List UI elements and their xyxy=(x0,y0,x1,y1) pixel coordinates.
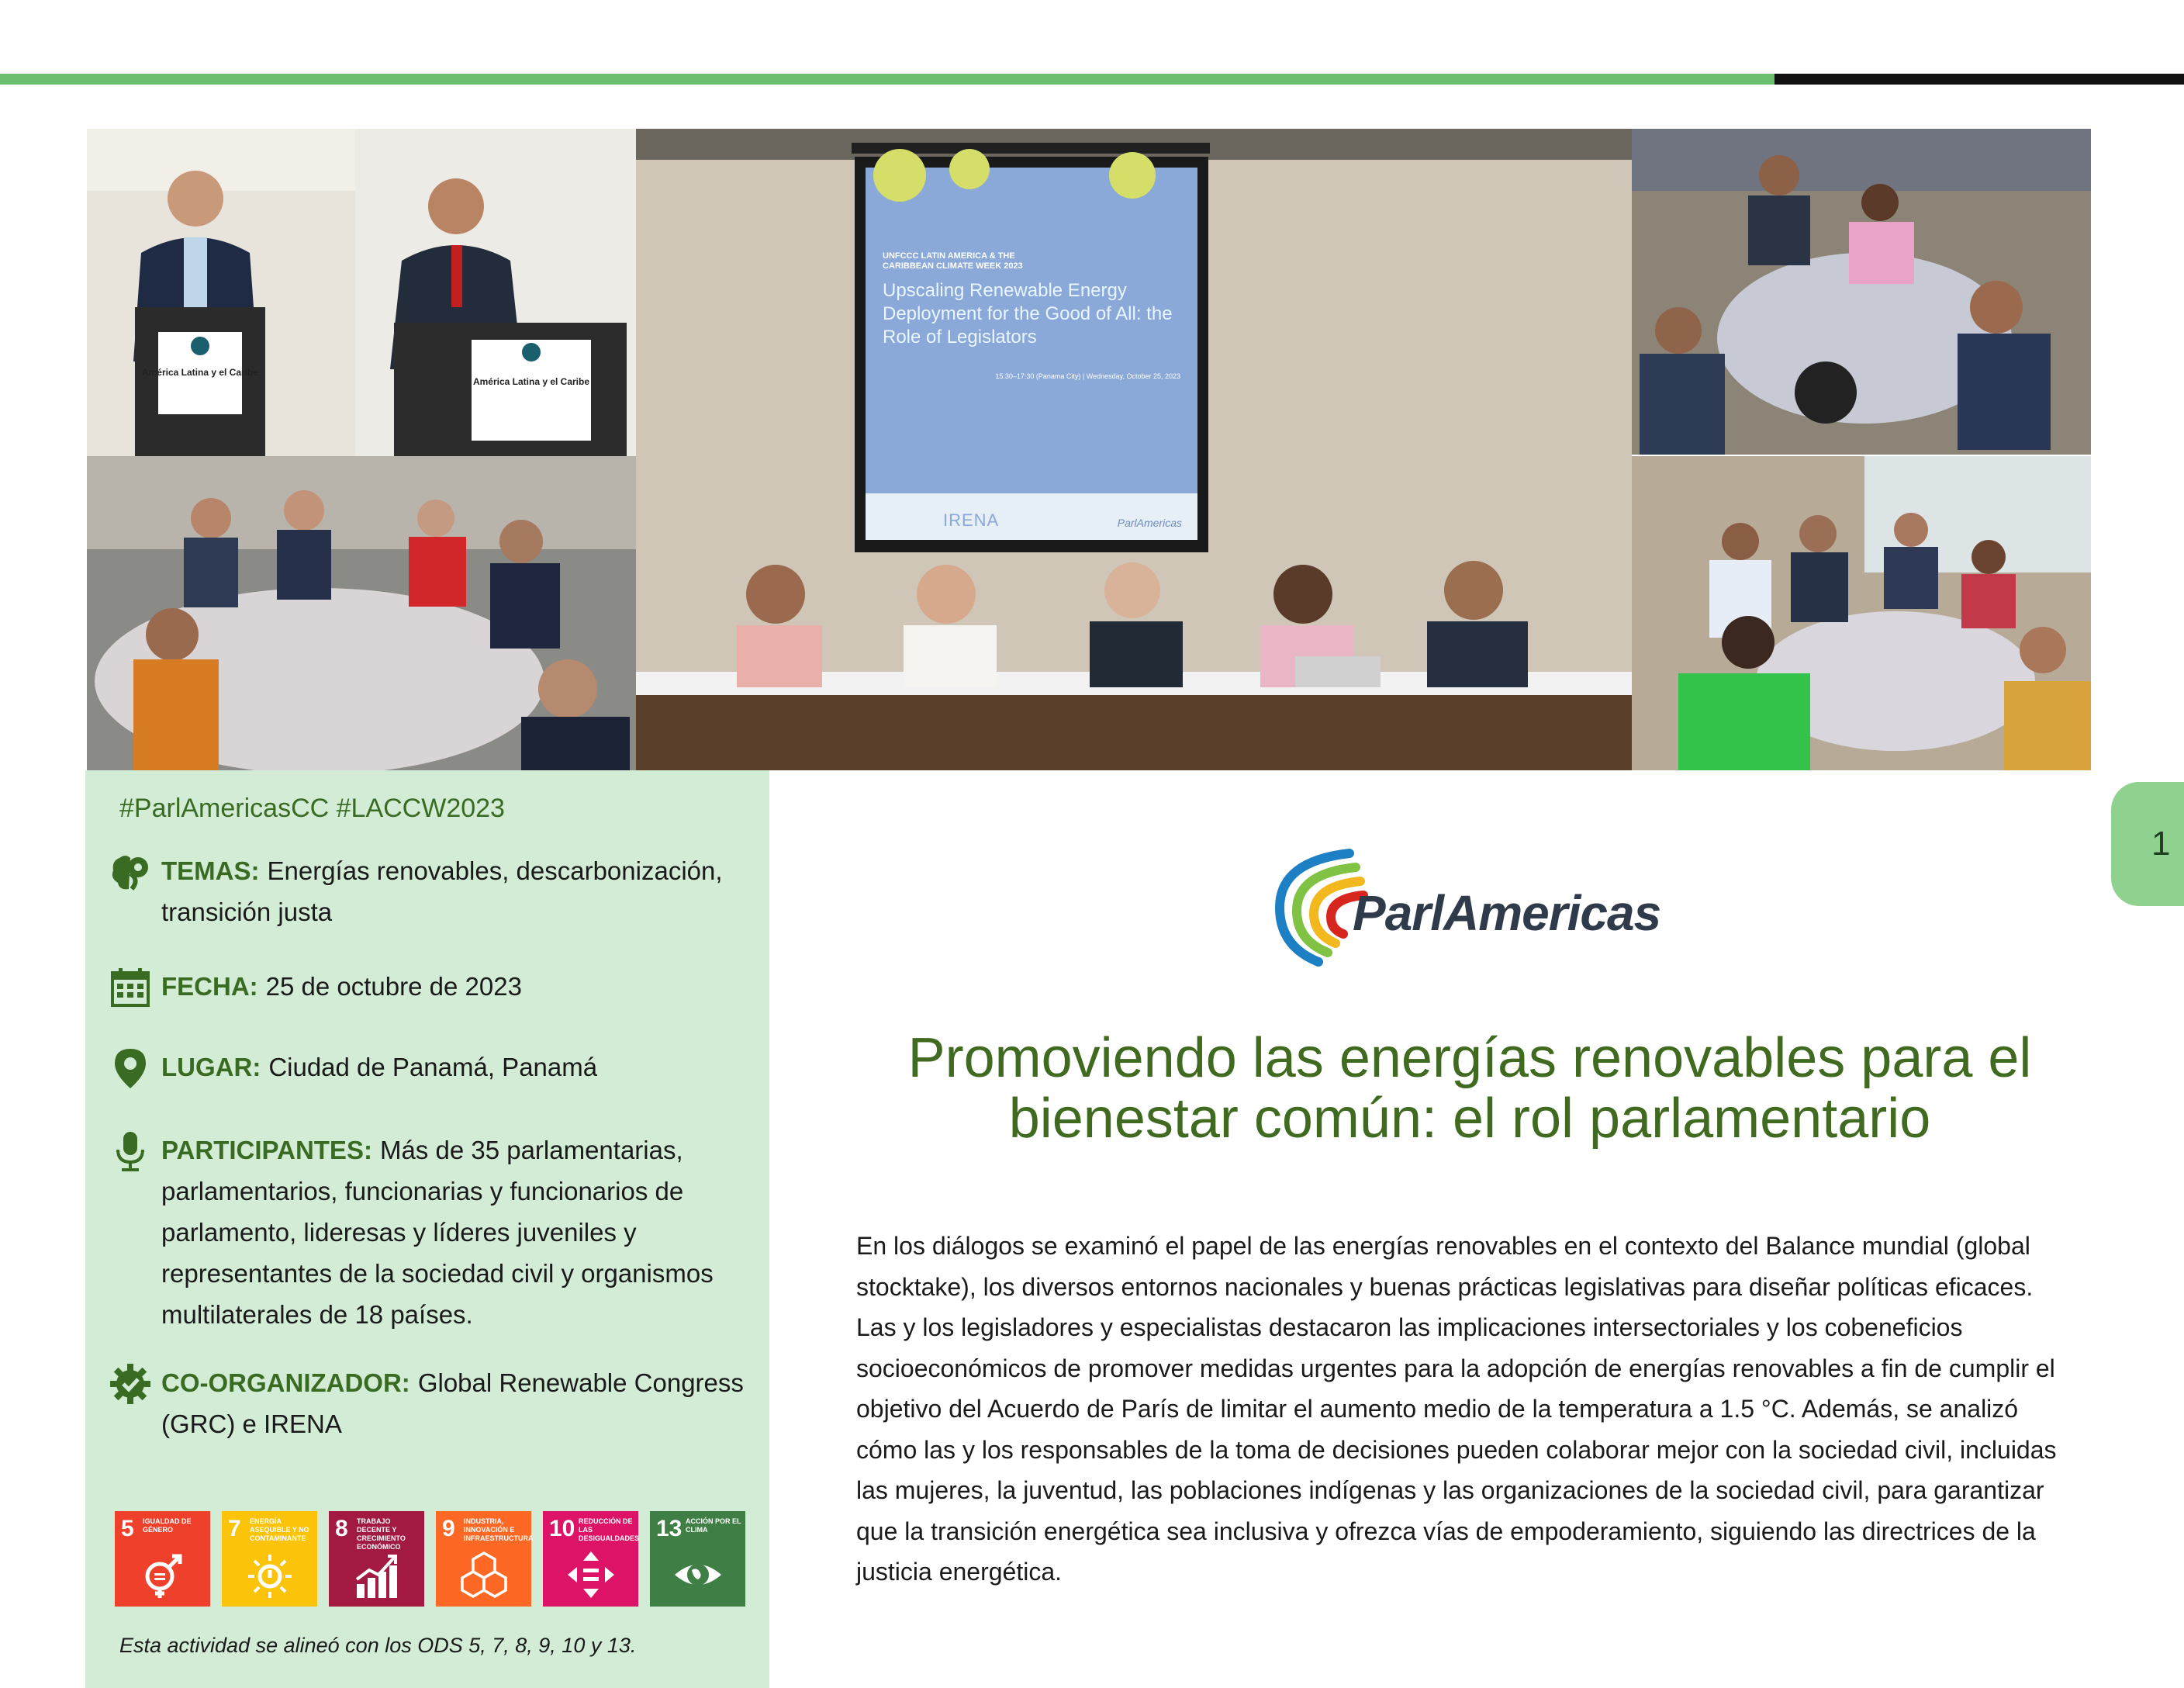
info-participantes xyxy=(109,1129,714,1335)
brain-gear-icon xyxy=(109,850,152,894)
page-title-line1: Promoviendo las energías renovables para el xyxy=(907,1027,2032,1089)
photo-roundtable-left xyxy=(87,456,636,770)
sdg-8-number: 8 xyxy=(335,1516,348,1541)
cubes-icon xyxy=(459,1550,509,1600)
event-info-sidebar xyxy=(85,770,769,1688)
info-fecha xyxy=(109,966,522,1009)
participantes-line1: Más de 35 parlamentarias, xyxy=(379,1136,683,1164)
sdg-13-title: ACCIÓN POR EL CLIMA xyxy=(686,1517,741,1534)
screen-logo-parlamericas: ParlAmericas xyxy=(1117,517,1182,529)
info-lugar xyxy=(109,1046,597,1090)
hashtags: #ParlAmericasCC #LACCW2023 xyxy=(119,794,505,823)
sdg-5-number: 5 xyxy=(121,1516,134,1541)
temas-value-line1: Energías renovables, descarbonización, xyxy=(267,856,723,885)
coorganizador-value-line2: (GRC) e IRENA xyxy=(161,1410,342,1438)
page-number-tab xyxy=(2111,782,2184,906)
location-pin-icon xyxy=(109,1046,152,1090)
parlamericas-logo-text: ParlAmericas xyxy=(1353,885,1661,941)
photo-speaker-2 xyxy=(355,129,636,456)
sdg-13-number: 13 xyxy=(656,1516,682,1541)
sdg-9-number: 9 xyxy=(442,1516,455,1541)
participantes-line3: parlamento, lideresas y líderes juveniles y xyxy=(161,1218,637,1247)
info-coorganizador xyxy=(109,1362,744,1444)
coorganizador-label: CO-ORGANIZADOR: xyxy=(161,1368,410,1397)
gear-check-icon xyxy=(109,1362,152,1406)
gender-equality-icon xyxy=(138,1550,188,1600)
microphone-icon xyxy=(109,1129,152,1173)
sdg-7-number: 7 xyxy=(228,1516,241,1541)
photo-roundtable-top-right xyxy=(1632,129,2091,455)
screen-slide-title: Upscaling Renewable Energy Deployment for the Good of All: the Role of Legislators xyxy=(883,280,1173,348)
sdg-5-tile xyxy=(115,1511,210,1607)
body-paragraph: En los diálogos se examinó el papel de las energías renovables en el contexto del Balance mundial (global stocktake), los diversos entornos nacionales y buenas prácticas legislativas para diseñar políticas eficaces. Las y los legisladores y especialistas destacaron las implicaciones intersectoriales y los cobeneficios socioeconómicos de promover medidas urgentes para la adopción de energías renovables a fin de cumplir el objetivo del Acuerdo de París de limitar el aumento medio de la temperatura a 1.5 °C. Además, se analizó cómo las y los responsables de la toma de decisiones pueden colaborar mejor con la sociedad civil, incluidas las mujeres, la juventud, las poblaciones indígenas y las organizaciones de la sociedad civil, para garantizar que la transición energética sea inclusiva y ofrezca vías de empoderamiento, siguiendo las directrices de la justicia energética. xyxy=(856,1232,2057,1586)
sdg-10-tile xyxy=(543,1511,638,1607)
temas-label: TEMAS: xyxy=(161,856,260,885)
eye-earth-icon xyxy=(673,1550,723,1600)
podium-sign-text-2: América Latina y el Caribe xyxy=(472,376,590,387)
screen-logo-irena: IRENA xyxy=(943,510,1000,530)
sdg-7-tile xyxy=(222,1511,317,1607)
top-accent-bar-black xyxy=(1774,74,2184,85)
coorganizador-value-line1: Global Renewable Congress xyxy=(417,1368,744,1397)
participantes-label: PARTICIPANTES: xyxy=(161,1136,372,1164)
lugar-label: LUGAR: xyxy=(161,1053,261,1081)
screen-slide xyxy=(866,168,1197,540)
sdg-9-title: INDUSTRIA, INNOVACIÓN E INFRAESTRUCTURA xyxy=(464,1517,534,1542)
calendar-icon xyxy=(109,966,152,1009)
lugar-value: Ciudad de Panamá, Panamá xyxy=(268,1053,598,1081)
sdg-icons-row xyxy=(115,1511,745,1607)
temas-value-line2: transición justa xyxy=(161,898,333,926)
sdg-7-title: ENERGÍA ASEQUIBLE Y NO CONTAMINANTE xyxy=(250,1517,309,1542)
info-temas xyxy=(109,850,723,932)
photo-roundtable-bottom-right xyxy=(1632,456,2091,770)
page-number: 1 xyxy=(2151,825,2171,863)
sdg-9-tile xyxy=(436,1511,534,1607)
fecha-value: 25 de octubre de 2023 xyxy=(265,972,522,1001)
sdg-13-tile xyxy=(650,1511,745,1607)
sdg-5-title: IGUALDAD DE GÉNERO xyxy=(143,1517,192,1534)
photo-speaker-1 xyxy=(87,129,355,456)
participantes-line4: representantes de la sociedad civil y organismos xyxy=(161,1259,714,1288)
sdg-8-title: TRABAJO DECENTE Y CRECIMIENTO ECONÓMICO xyxy=(357,1517,406,1551)
growth-chart-icon xyxy=(352,1550,402,1600)
fecha-label: FECHA: xyxy=(161,972,258,1001)
screen-slide-header: UNFCCC LATIN AMERICA & THE CARIBBEAN CLIMATE WEEK 2023 xyxy=(883,251,1023,271)
sdg-10-number: 10 xyxy=(549,1516,575,1541)
sdg-10-title: REDUCCIÓN DE LAS DESIGUALDADES xyxy=(579,1517,640,1542)
page-title xyxy=(814,1028,2125,1149)
sun-power-icon xyxy=(245,1550,295,1600)
equality-arrows-icon xyxy=(566,1550,616,1600)
participantes-line2: parlamentarios, funcionarias y funcionarios de xyxy=(161,1177,684,1205)
sdg-alignment-note: Esta actividad se alineó con los ODS 5, 7, 8, 9, 10 y 13. xyxy=(119,1634,637,1657)
sdg-8-tile xyxy=(329,1511,424,1607)
podium-sign-text-1: América Latina y el Caribe xyxy=(141,367,259,378)
photo-panel-screen xyxy=(636,129,1632,770)
page-title-line2: bienestar común: el rol parlamentario xyxy=(1008,1088,1931,1150)
screen-slide-time: 15:30–17:30 (Panama City) | Wednesday, October 25, 2023 xyxy=(995,372,1180,380)
participantes-line5: multilaterales de 18 países. xyxy=(161,1300,473,1329)
top-accent-bar-green xyxy=(0,74,1774,85)
